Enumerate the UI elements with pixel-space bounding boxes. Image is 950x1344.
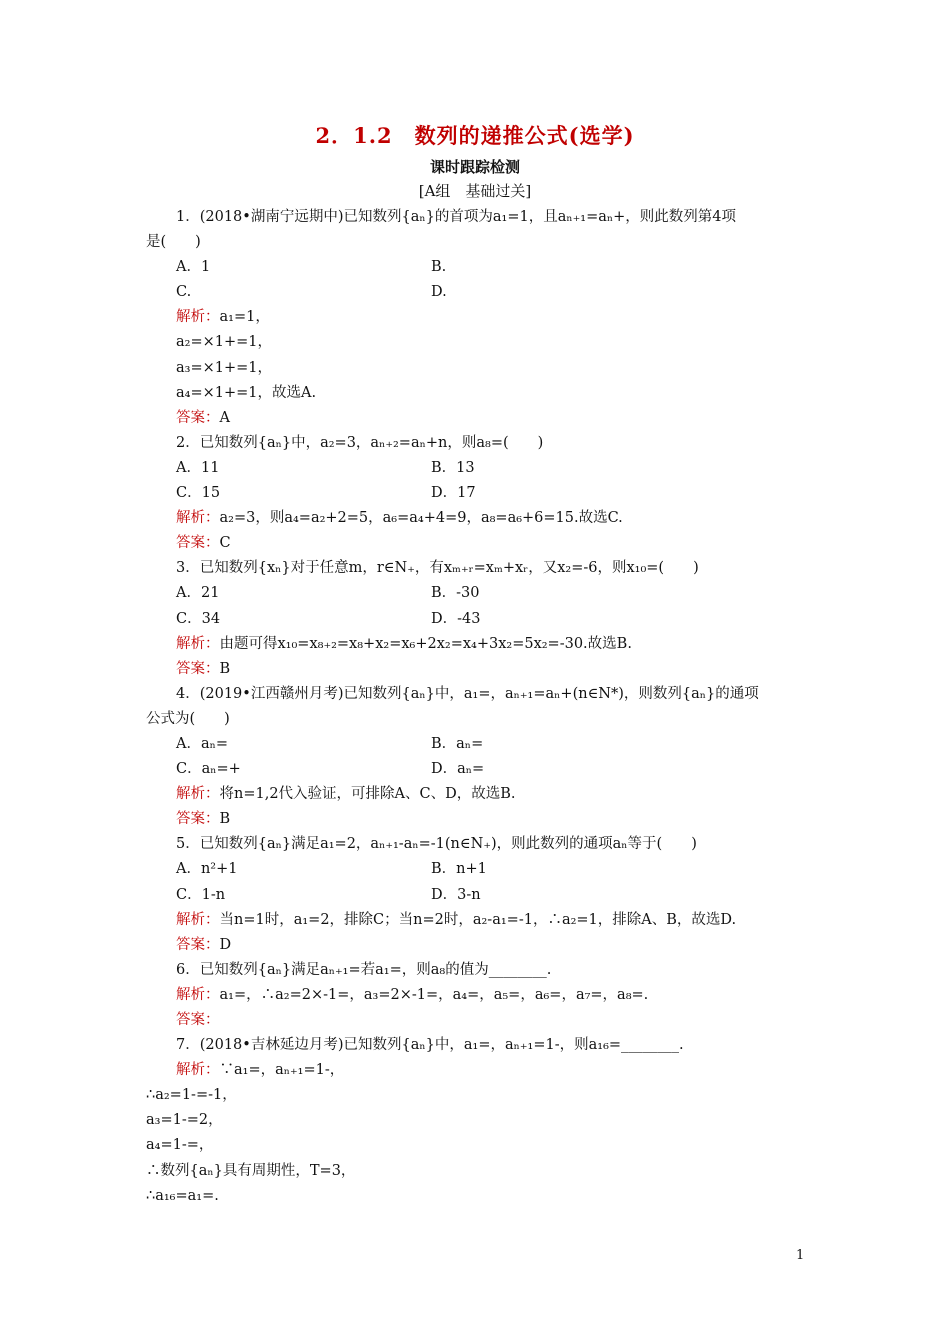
option: B. bbox=[431, 259, 447, 276]
options-line bbox=[146, 857, 816, 882]
solution-label: 解析： bbox=[176, 510, 220, 527]
option: D. bbox=[431, 284, 447, 301]
solution-label: 解析： bbox=[176, 786, 220, 803]
answer-text: A bbox=[219, 409, 230, 426]
question-line: 6．已知数列{aₙ}满足aₙ₊₁=若a₁=，则a₈的值为________. bbox=[176, 961, 552, 978]
solution-line bbox=[146, 908, 816, 933]
option: C. bbox=[176, 284, 192, 301]
solution-line bbox=[146, 983, 816, 1008]
question-line: 7．(2018•吉林延边月考)已知数列{aₙ}中，a₁=，aₙ₊₁=1-，则a₁₆=________. bbox=[176, 1037, 684, 1054]
text-line: ∴数列{aₙ}具有周期性，T=3， bbox=[146, 1162, 356, 1179]
option: C．34 bbox=[176, 610, 221, 627]
options-line bbox=[146, 732, 816, 757]
option: B．n+1 bbox=[431, 861, 487, 878]
page-number: 1 bbox=[796, 1248, 805, 1263]
group-heading: [A组 基础过关] bbox=[418, 182, 532, 200]
option: A．n²+1 bbox=[176, 861, 238, 878]
solution-text: 当n=1时，a₁=2，排除C；当n=2时，a₂-a₁=-1，∴a₂=1，排除A、B，故选D. bbox=[219, 911, 737, 928]
answer-label: 答案： bbox=[176, 811, 220, 828]
solution-text: a₂=3，则a₄=a₂+2=5，a₆=a₄+4=9，a₈=a₆+6=15.故选C. bbox=[219, 510, 623, 527]
solution-line bbox=[146, 305, 816, 330]
solution-line bbox=[146, 506, 816, 531]
option: D．aₙ= bbox=[431, 761, 485, 778]
options-line bbox=[146, 481, 816, 506]
options-line bbox=[146, 581, 816, 606]
answer-text: B bbox=[219, 811, 231, 828]
text-line: ∴a₁₆=a₁=. bbox=[146, 1187, 219, 1204]
answer-text: B bbox=[219, 660, 231, 677]
solution-label: 解析： bbox=[176, 309, 220, 326]
text-line: a₃=1-=2， bbox=[146, 1112, 223, 1129]
options-line bbox=[146, 456, 816, 481]
question-line: 5．已知数列{aₙ}满足a₁=2，aₙ₊₁-aₙ=-1(n∈N₊)，则此数列的通项aₙ等于( ) bbox=[176, 836, 697, 853]
answer-label: 答案： bbox=[176, 936, 220, 953]
solution-label: 解析： bbox=[176, 635, 220, 652]
answer-text: C bbox=[219, 535, 231, 552]
answer-line bbox=[146, 531, 816, 556]
answer-label: 答案： bbox=[176, 409, 220, 426]
option: A．11 bbox=[176, 459, 220, 476]
question-line: 3．已知数列{xₙ}对于任意m，r∈N₊，有xₘ₊ᵣ=xₘ+xᵣ，又x₂=-6，则x₁₀=( ) bbox=[176, 560, 699, 577]
question-line: 2．已知数列{aₙ}中，a₂=3，aₙ₊₂=aₙ+n，则a₈=( ) bbox=[176, 434, 544, 451]
text-line: a₄=1-=， bbox=[146, 1137, 214, 1154]
solution-line bbox=[146, 1058, 816, 1083]
option: A．1 bbox=[176, 259, 211, 276]
option: B．aₙ= bbox=[431, 735, 484, 752]
answer-line bbox=[146, 657, 816, 682]
question-line: 4．(2019•江西赣州月考)已知数列{aₙ}中，a₁=，aₙ₊₁=aₙ+(n∈N*)，则数列{aₙ}的通项 bbox=[176, 685, 759, 702]
option: A．21 bbox=[176, 585, 220, 602]
answer-line bbox=[146, 406, 816, 431]
answer-line bbox=[146, 933, 816, 958]
answer-text: D bbox=[219, 936, 232, 953]
page-title: 2．1.2 数列的递推公式(选学) bbox=[315, 123, 635, 148]
solution-text: 将n=1,2代入验证，可排除A、C、D，故选B. bbox=[219, 786, 516, 803]
solution-label: 解析： bbox=[176, 1062, 220, 1079]
answer-label: 答案： bbox=[176, 1012, 220, 1028]
option: C．1-n bbox=[176, 886, 226, 903]
answer-label: 答案： bbox=[176, 660, 220, 677]
solution-text: 由题可得x₁₀=x₈₊₂=x₈+x₂=x₆+2x₂=x₄+3x₂=5x₂=-30.故选B. bbox=[219, 635, 632, 652]
solution-line: a₄=×1+=1，故选A. bbox=[176, 384, 317, 401]
option: B．13 bbox=[431, 459, 475, 476]
page-subtitle: 课时跟踪检测 bbox=[429, 158, 520, 176]
solution-line bbox=[146, 632, 816, 657]
options-line bbox=[146, 280, 816, 305]
answer-label: 答案： bbox=[176, 535, 220, 552]
option: A．aₙ= bbox=[176, 735, 229, 752]
options-line bbox=[146, 255, 816, 280]
solution-text: a₁=，∴a₂=2×-1=，a₃=2×-1=，a₄=，a₅=，a₆=，a₇=，a₈=. bbox=[219, 986, 649, 1003]
options-line bbox=[146, 757, 816, 782]
options-line bbox=[146, 883, 816, 908]
option: D．3-n bbox=[431, 886, 481, 903]
solution-label: 解析： bbox=[176, 986, 220, 1003]
solution-label: 解析： bbox=[176, 911, 220, 928]
solution-line: a₃=×1+=1， bbox=[176, 359, 273, 376]
options-line bbox=[146, 607, 816, 632]
solution-line bbox=[146, 782, 816, 807]
answer-line bbox=[146, 807, 816, 832]
question-line: 1．(2018•湖南宁远期中)已知数列{aₙ}的首项为a₁=1，且aₙ₊₁=aₙ+，则此数列第4项 bbox=[176, 209, 737, 225]
option: D．-43 bbox=[431, 610, 481, 627]
text-line: 是( ) bbox=[146, 234, 201, 251]
option: B．-30 bbox=[431, 585, 480, 602]
option: C．aₙ=+ bbox=[176, 761, 241, 778]
option: C．15 bbox=[176, 485, 221, 502]
solution-text: a₁=1， bbox=[219, 309, 270, 326]
problem-content bbox=[146, 205, 816, 1209]
answer-line bbox=[146, 1008, 816, 1033]
solution-line: a₂=×1+=1， bbox=[176, 334, 273, 351]
option: D．17 bbox=[431, 485, 476, 502]
text-line: ∴a₂=1-=-1， bbox=[146, 1087, 237, 1104]
solution-text: ∵a₁=，aₙ₊₁=1-， bbox=[219, 1062, 345, 1079]
text-line: 公式为( ) bbox=[146, 710, 230, 727]
